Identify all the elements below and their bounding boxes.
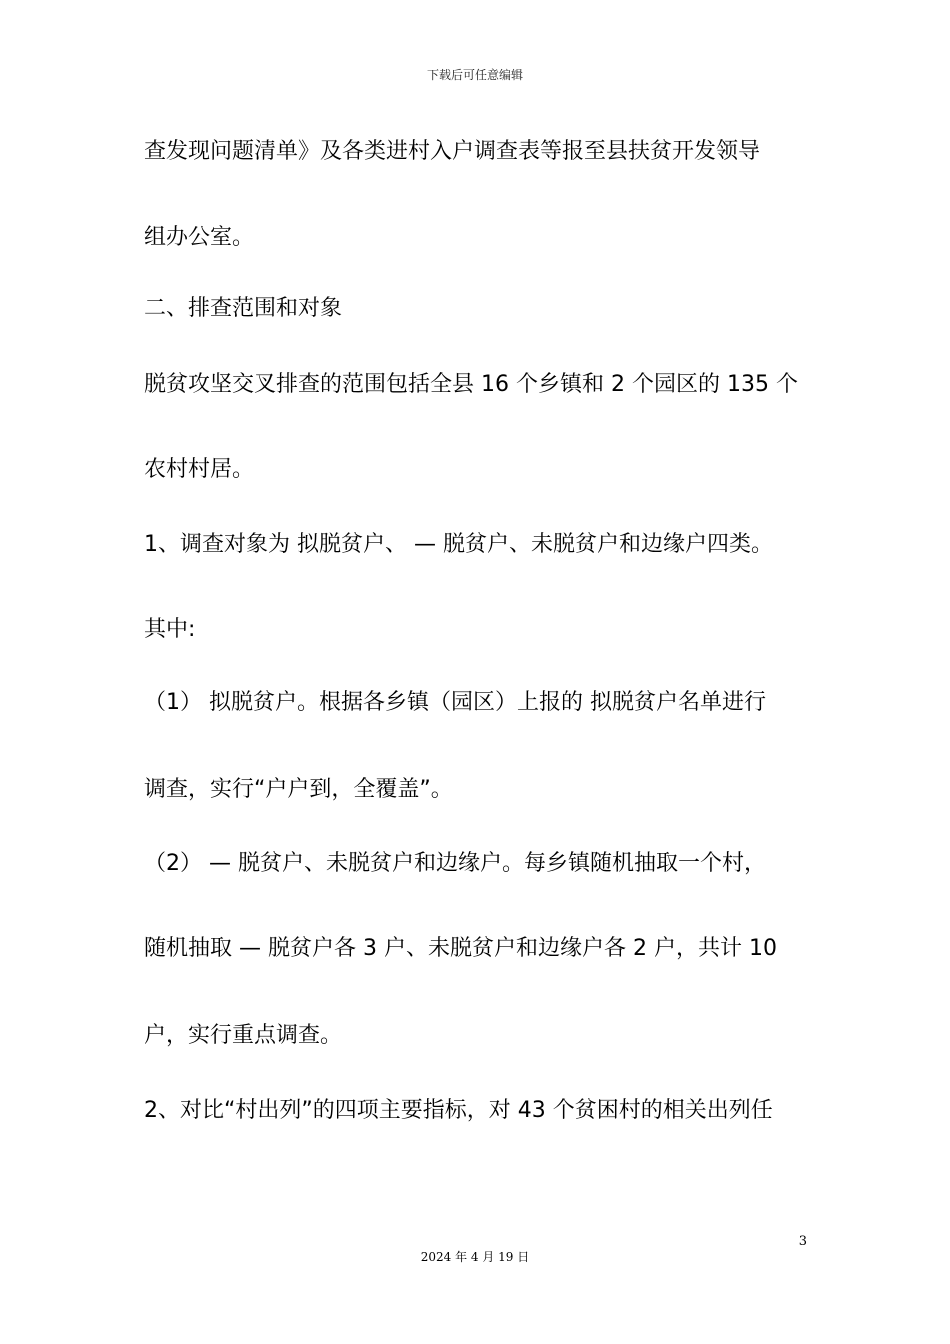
page-number: 3: [798, 1234, 807, 1249]
body-line-12: 户，实行重点调查。: [144, 1023, 343, 1048]
body-line-9: 调查，实行“户户到，全覆盖”。: [144, 777, 453, 802]
section-heading: 二、排查范围和对象: [144, 296, 343, 321]
body-line-11: 随机抽取 — 脱贫户各 3 户、未脱贫户和边缘户各 2 户，共计 10: [144, 936, 777, 961]
footer-date: 2024 年 4 月 19 日: [420, 1250, 530, 1264]
body-line-10: （2） — 脱贫户、未脱贫户和边缘户。每乡镇随机抽取一个村，: [144, 851, 766, 876]
body-line-4: 脱贫攻坚交叉排查的范围包括全县 16 个乡镇和 2 个园区的 135 个: [144, 372, 798, 397]
body-line-8: （1） 拟脱贫户。根据各乡镇（园区）上报的 拟脱贫户名单进行: [144, 690, 766, 715]
body-line-13: 2、对比“村出列”的四项主要指标，对 43 个贫困村的相关出列任: [144, 1098, 773, 1123]
body-line-1: 查发现问题清单》及各类进村入户调查表等报至县扶贫开发领导: [144, 139, 761, 164]
body-line-5: 农村村居。: [144, 457, 255, 482]
body-line-2: 组办公室。: [144, 225, 255, 250]
body-line-6: 1、调查对象为 拟脱贫户、 — 脱贫户、未脱贫户和边缘户四类。: [144, 532, 773, 557]
header-note: 下载后可任意编辑: [426, 68, 523, 82]
body-line-7: 其中:: [144, 617, 196, 642]
